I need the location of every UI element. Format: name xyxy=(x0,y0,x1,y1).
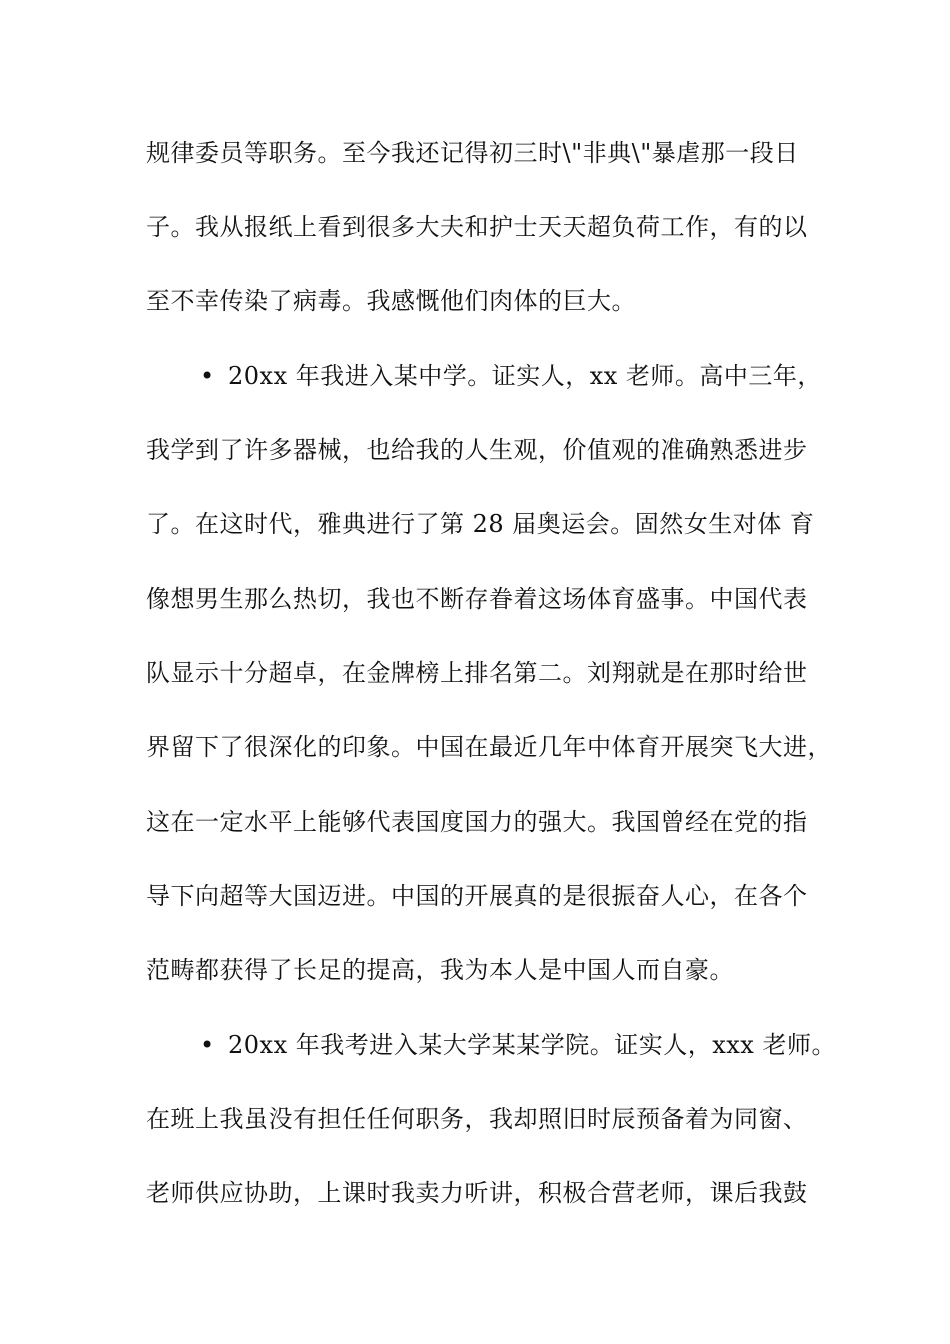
paragraph-line: 这在一定水平上能够代表国度国力的强大。我国曾经在党的指 xyxy=(146,808,808,836)
paragraph-line: 我学到了许多器械，也给我的人生观，价值观的准确熟悉进步 xyxy=(146,436,808,464)
list-item-text: 20xx 年我考进入某大学某某学院。证实人，xxx 老师。 xyxy=(228,1031,836,1059)
paragraph-line: 老师供应协助，上课时我卖力听讲，积极合营老师，课后我鼓 xyxy=(146,1179,808,1207)
paragraph-line: 在班上我虽没有担任任何职务，我却照旧时辰预备着为同窗、 xyxy=(146,1105,808,1133)
paragraph-line: 像想男生那么热切，我也不断存眷着这场体育盛事。中国代表 xyxy=(146,585,808,613)
paragraph-line: 导下向超等大国迈进。中国的开展真的是很振奋人心，在各个 xyxy=(146,882,808,910)
paragraph-line: 子。我从报纸上看到很多大夫和护士天天超负荷工作，有的以 xyxy=(146,213,808,241)
paragraph-line: 范畴都获得了长足的提高，我为本人是中国人而自豪。 xyxy=(146,956,734,984)
list-item-first-line xyxy=(200,1030,840,1060)
list-item-text: 20xx 年我进入某中学。证实人，xx 老师。高中三年， xyxy=(228,362,822,390)
paragraph-line: 队显示十分超卓，在金牌榜上排名第二。刘翔就是在那时给世 xyxy=(146,659,808,687)
paragraph-line: 界留下了很深化的印象。中国在最近几年中体育开展突飞大进， xyxy=(146,733,832,761)
paragraph-line: 了。在这时代，雅典进行了第 28 届奥运会。固然女生对体 育 xyxy=(146,510,815,538)
paragraph-line: 至不幸传染了病毒。我感慨他们肉体的巨大。 xyxy=(146,287,636,315)
bullet-icon: • xyxy=(200,1031,215,1059)
bullet-icon: • xyxy=(200,362,215,390)
paragraph-line: 规律委员等职务。至今我还记得初三时\"非典\"暴虐那一段日 xyxy=(146,139,799,167)
list-item-first-line xyxy=(200,361,840,391)
